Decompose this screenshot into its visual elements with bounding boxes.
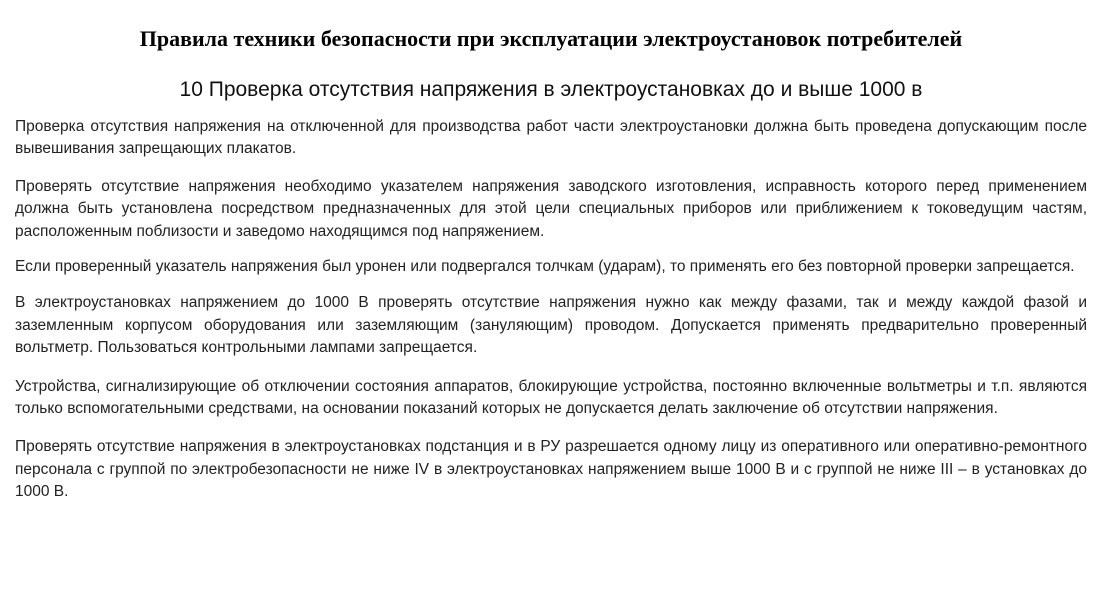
paragraph: Проверять отсутствие напряжения необходимо указателем напряжения заводского изготовления, исправность которого перед применением должна быть установлена посредством предназначенных для этой цели специальных приборов или приближением к токоведущим частям, расположенным поблизости и заведомо находящимся под напряжением. <box>15 177 1087 240</box>
paragraph: В электроустановках напряжением до 1000 В проверять отсутствие напряжения нужно как между фазами, так и между каждой фазой и заземленным корпусом оборудования или заземляющим (зануляющим) проводом. Допускается применять предварительно проверенный вольтметр. Пользоваться контрольными лампами запрещается. <box>15 294 1087 357</box>
paragraph: Проверка отсутствия напряжения на отключенной для производства работ части электроустановки должна быть проведена допускающим после вывешивания запрещающих плакатов. <box>15 118 1087 158</box>
section-title: 10 Проверка отсутствия напряжения в электроустановках до и выше 1000 в <box>179 78 923 101</box>
paragraph: Устройства, сигнализирующие об отключении состояния аппаратов, блокирующие устройства, постоянно включенные вольтметры и т.п. являются только вспомогательными средствами, на основании показаний которых не допускается делать заключение об отсутствии напряжения. <box>15 377 1087 418</box>
document-title: Правила техники безопасности при эксплуатации электроустановок потребителей <box>139 26 963 51</box>
document-body <box>15 116 1087 504</box>
paragraph: Проверять отсутствие напряжения в электроустановках подстанция и в РУ разрешается одному лицу из оперативного или оперативно-ремонтного персонала с группой по электробезопасности не ниже IV в электроустановках напряжением выше 1000 В и с группой не ниже III – в установках до 1000 В. <box>15 438 1087 501</box>
paragraph: Если проверенный указатель напряжения был уронен или подвергался толчкам (ударам), то применять его без повторной проверки запрещается. <box>15 258 1075 276</box>
document-page <box>15 0 1087 519</box>
